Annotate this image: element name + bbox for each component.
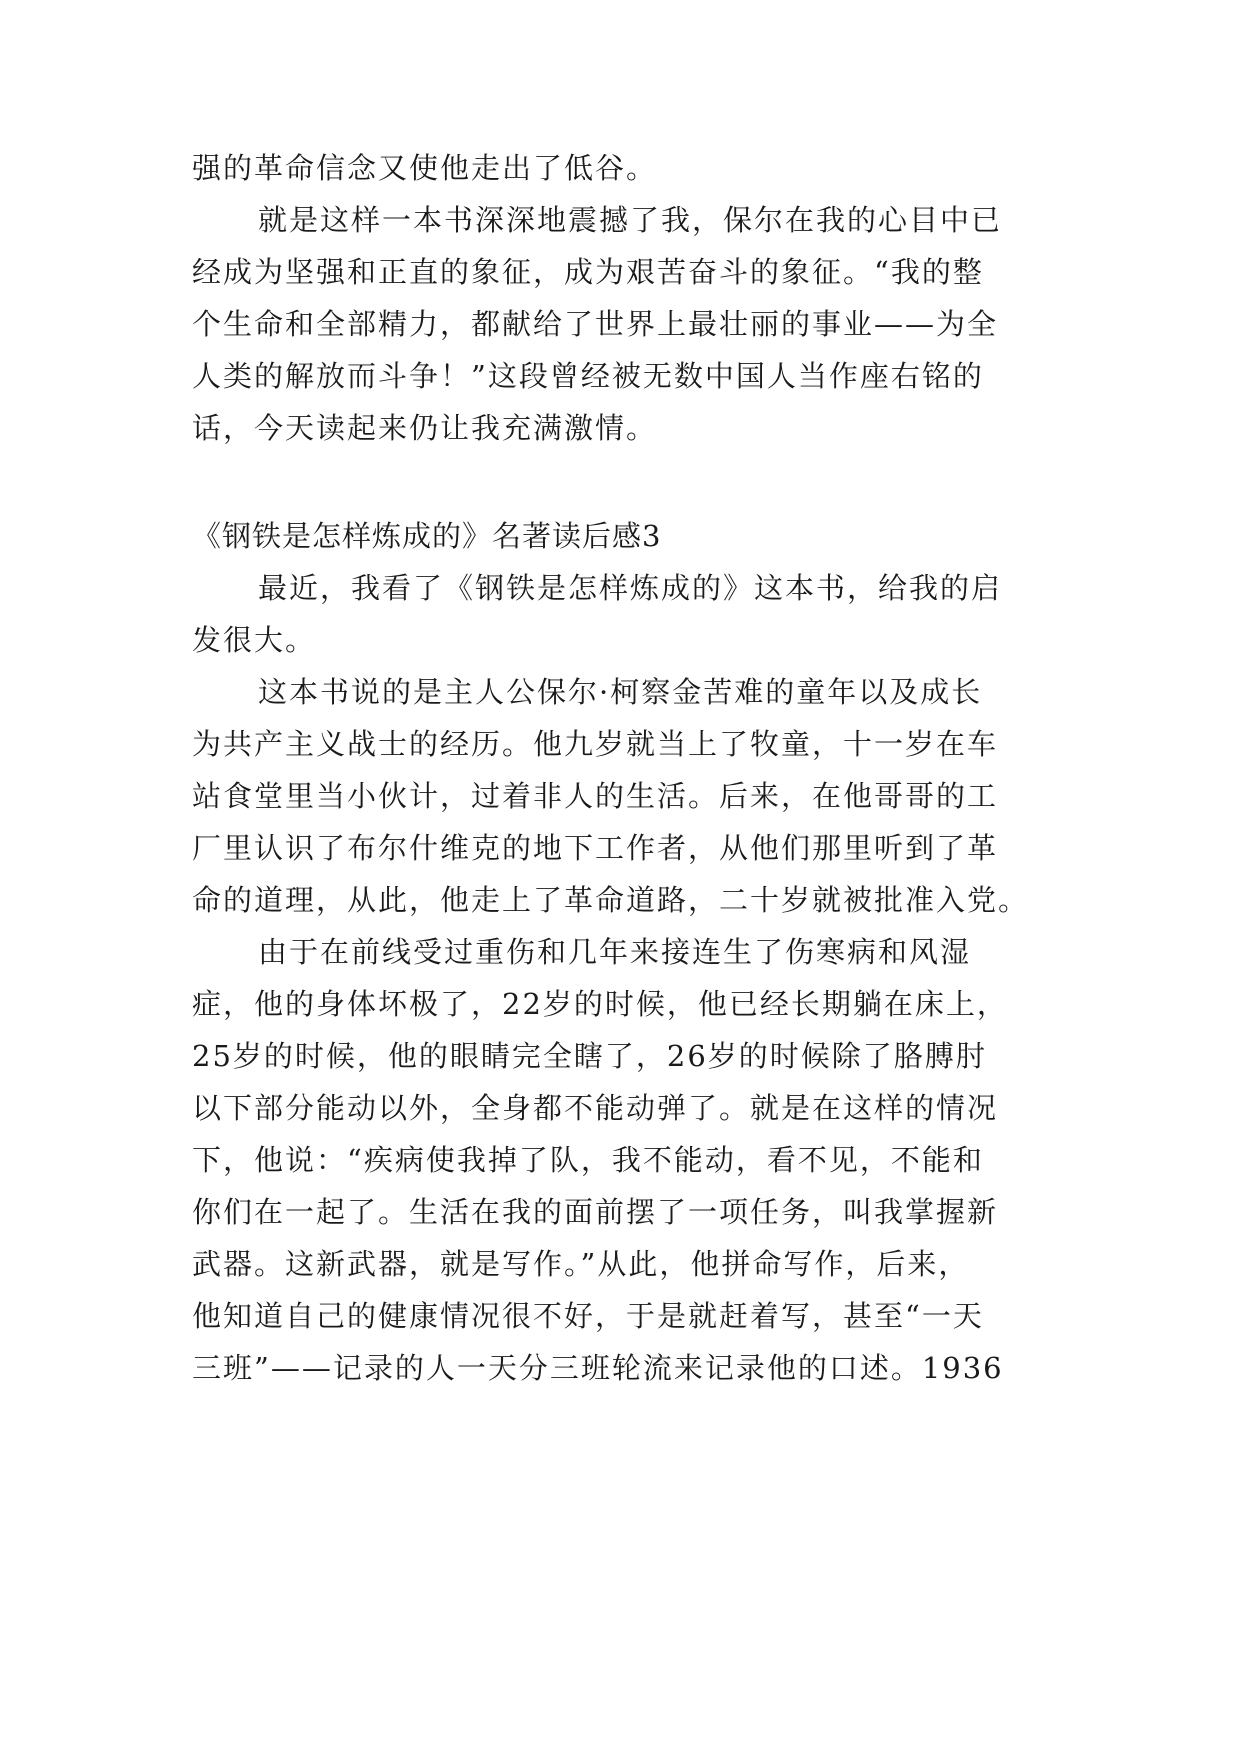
paragraph-first-line: 最近，我看了《钢铁是怎样炼成的》这本书，给我的启: [258, 571, 1003, 605]
text-line: 人类的解放而斗争！”这段曾经被无数中国人当作座右铭的: [192, 359, 984, 393]
text-line: 下，他说：“疾病使我掉了队，我不能动，看不见，不能和: [192, 1143, 984, 1177]
paragraph-first-line: 这本书说的是主人公保尔·柯察金苦难的童年以及成长: [258, 675, 983, 709]
text-line: 为共产主义战士的经历。他九岁就当上了牧童，十一岁在车: [192, 727, 999, 761]
text-line: 经成为坚强和正直的象征，成为艰苦奋斗的象征。“我的整: [192, 255, 984, 289]
text-line: 你们在一起了。生活在我的面前摆了一项任务，叫我掌握新: [192, 1195, 999, 1229]
text-line: 话，今天读起来仍让我充满激情。: [192, 411, 658, 445]
text-line: 厂里认识了布尔什维克的地下工作者，从他们那里听到了革: [192, 831, 999, 865]
paragraph-first-line: 由于在前线受过重伤和几年来接连生了伤寒病和风湿: [258, 935, 972, 969]
text-line: 发很大。: [192, 623, 317, 657]
text-line: 命的道理，从此，他走上了革命道路，二十岁就被批准入党。: [192, 883, 1030, 917]
text-line: 症，他的身体坏极了，22岁的时候，他已经长期躺在床上，: [192, 987, 1008, 1021]
text-line: 以下部分能动以外，全身都不能动弹了。就是在这样的情况: [192, 1091, 999, 1125]
paragraph-first-line: 就是这样一本书深深地震撼了我，保尔在我的心目中已: [258, 203, 1003, 237]
text-line: 他知道自己的健康情况很不好，于是就赶着写，甚至“一天: [192, 1299, 984, 1333]
text-line: 站食堂里当小伙计，过着非人的生活。后来，在他哥哥的工: [192, 779, 999, 813]
section-title: 《钢铁是怎样炼成的》名著读后感3: [192, 519, 662, 553]
text-line: 武器。这新武器，就是写作。”从此，他拼命写作，后来，: [192, 1247, 970, 1281]
text-line: 个生命和全部精力，都献给了世界上最壮丽的事业——为全: [192, 307, 999, 341]
text-line: 强的革命信念又使他走出了低谷。: [192, 151, 658, 185]
text-line: 25岁的时候，他的眼睛完全瞎了，26岁的时候除了胳膊肘: [192, 1039, 987, 1073]
text-line: 三班”——记录的人一天分三班轮流来记录他的口述。1936: [192, 1351, 1004, 1385]
